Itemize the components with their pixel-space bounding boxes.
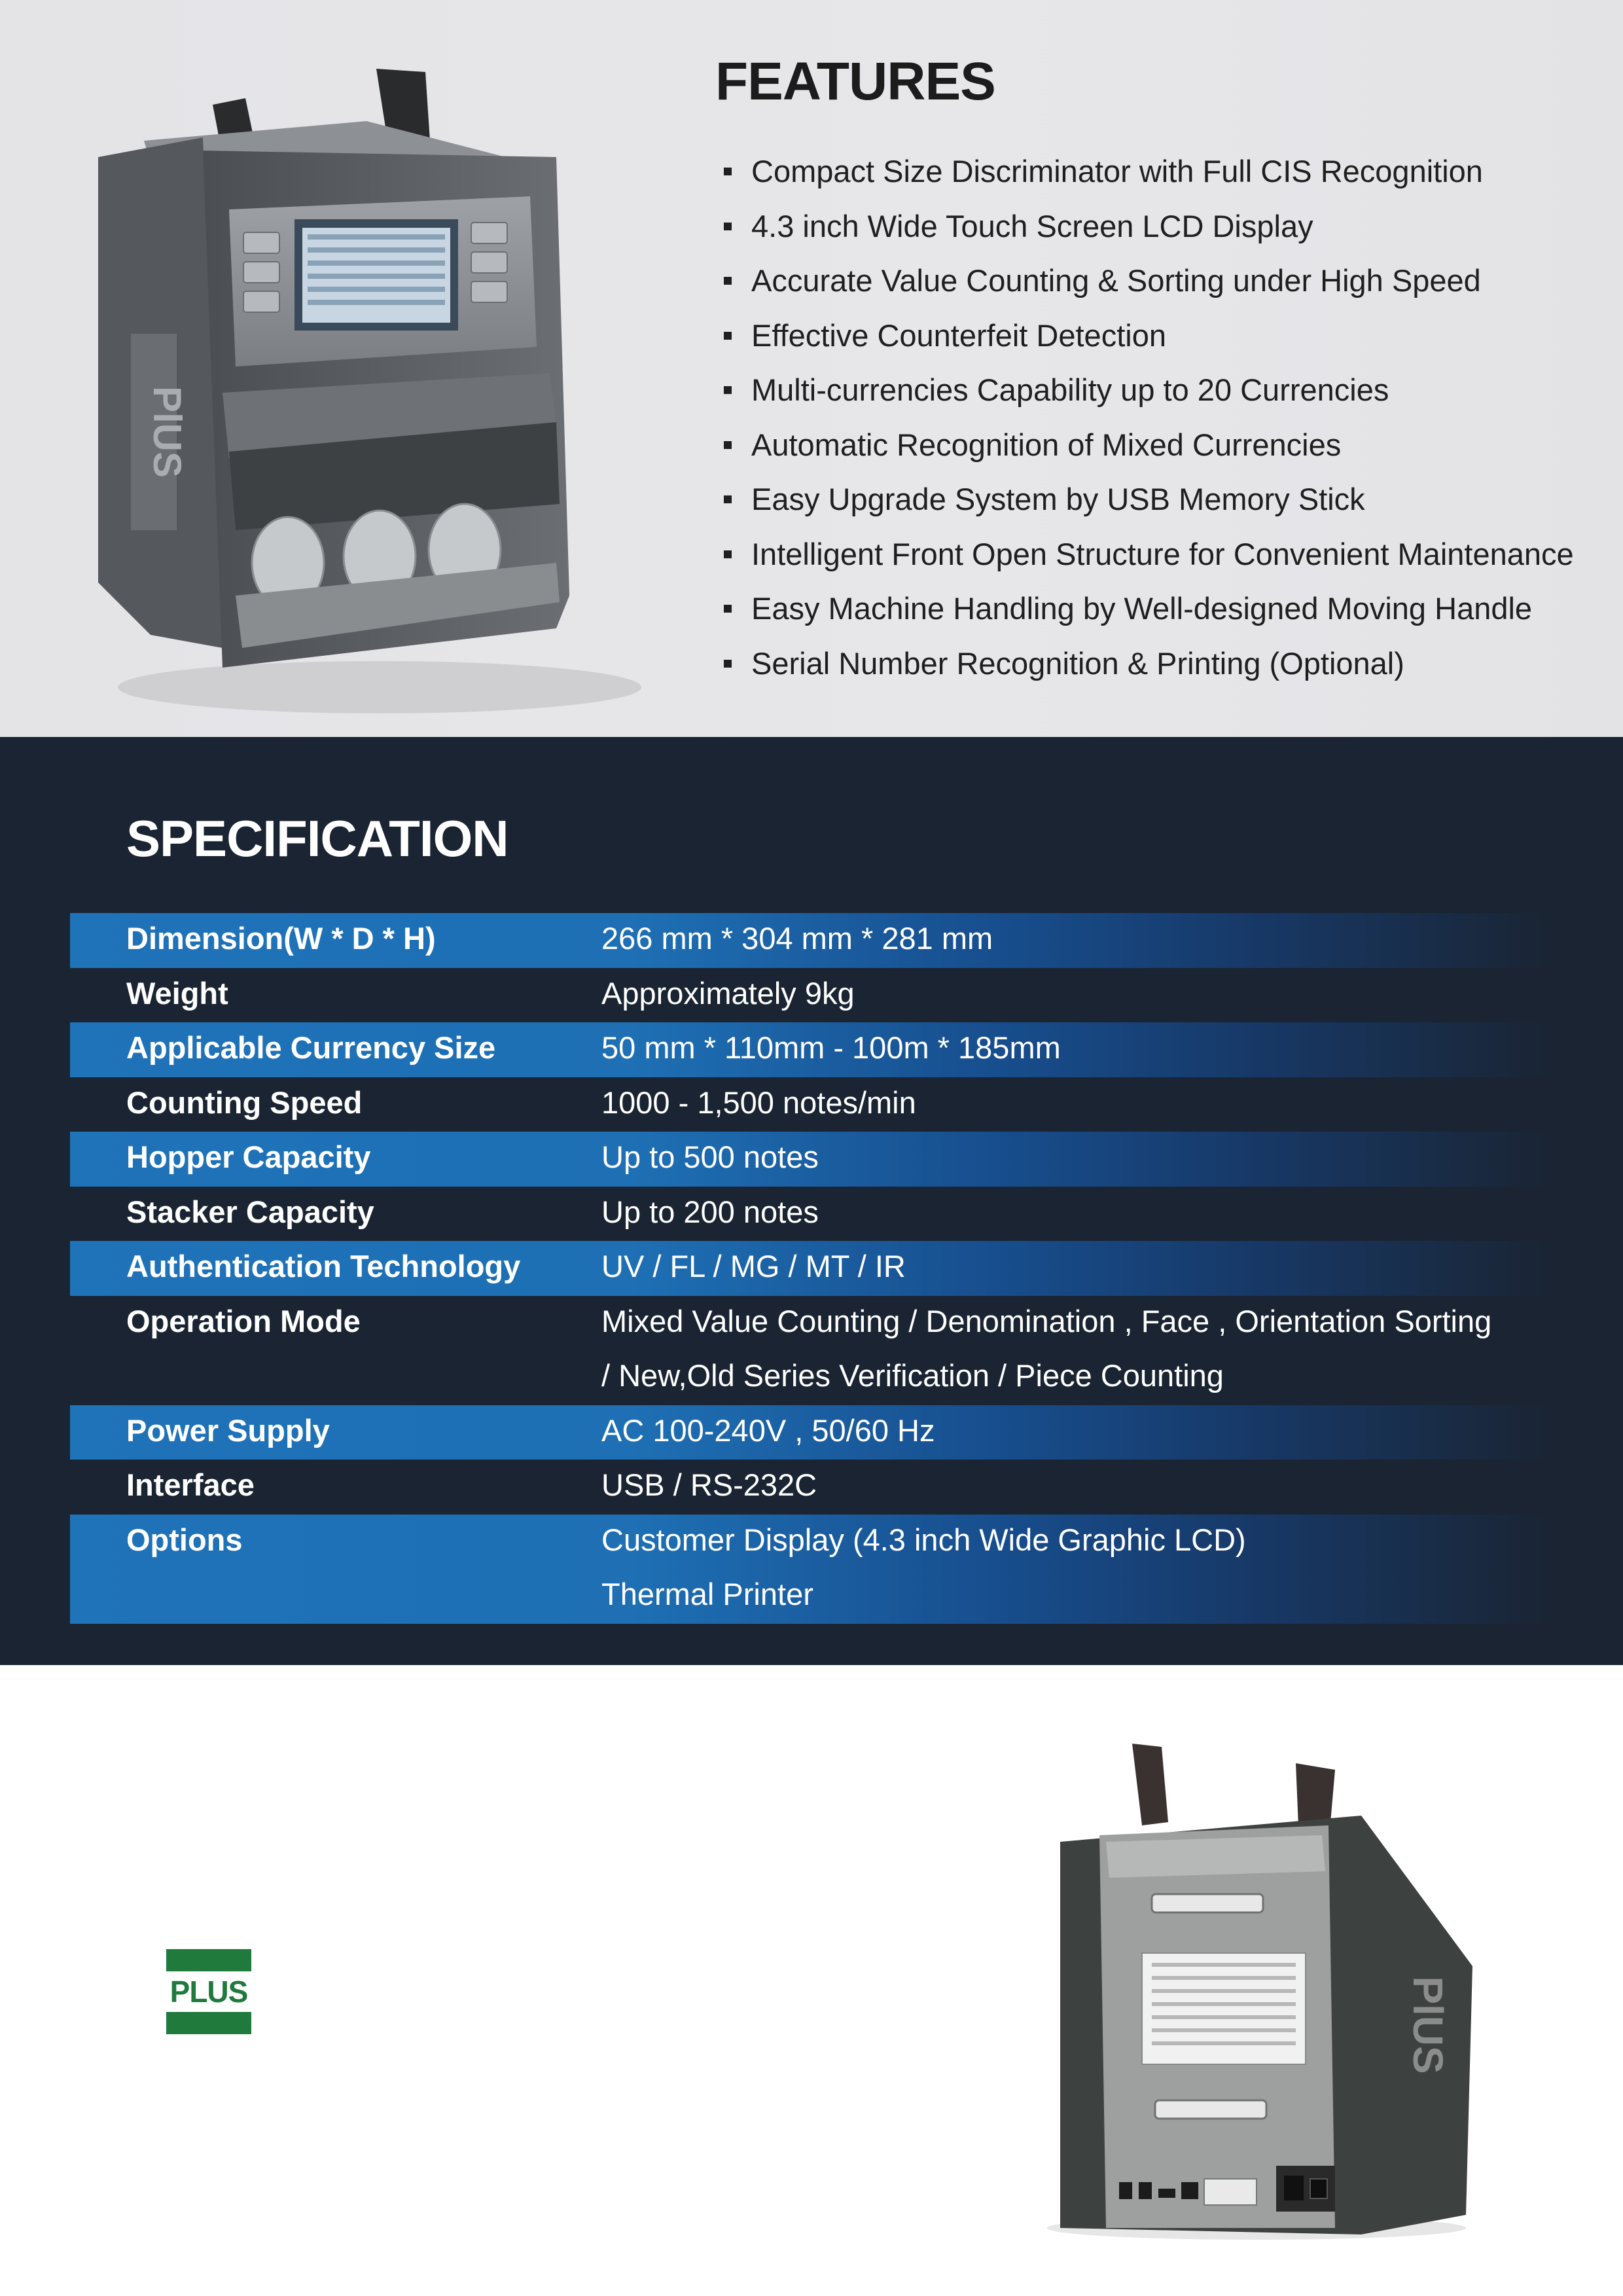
- spec-row-options: [70, 1515, 1558, 1624]
- logo-text: PLUS: [169, 1975, 248, 2009]
- spec-label: Weight: [126, 975, 228, 1011]
- plus-logo: [166, 1949, 251, 2034]
- spec-row-power-supply: [70, 1405, 1558, 1460]
- feature-item: Easy Upgrade System by USB Memory Stick: [720, 472, 1574, 527]
- spec-label: Hopper Capacity: [126, 1139, 371, 1174]
- bullet-icon: [724, 495, 732, 503]
- bullet-icon: [724, 332, 732, 340]
- spec-value: UV / FL / MG / MT / IR: [601, 1249, 906, 1283]
- spec-row-authentication: [70, 1241, 1558, 1296]
- spec-value: Up to 500 notes: [601, 1139, 819, 1174]
- spec-label: Power Supply: [126, 1412, 330, 1448]
- spec-row-dimension: [70, 913, 1558, 968]
- spec-label: Stacker Capacity: [126, 1194, 374, 1229]
- spec-value: 50 mm * 110mm - 100m * 185mm: [601, 1030, 1061, 1065]
- spec-label: Dimension(W * D * H): [126, 921, 436, 956]
- feature-item: 4.3 inch Wide Touch Screen LCD Display: [720, 199, 1574, 254]
- spec-row-currency-size: [70, 1022, 1558, 1077]
- feature-item: Automatic Recognition of Mixed Currencies: [720, 418, 1574, 473]
- spec-value: Thermal Printer: [601, 1577, 813, 1611]
- bullet-icon: [724, 550, 732, 558]
- feature-item: Easy Machine Handling by Well-designed Moving Handle: [720, 581, 1574, 636]
- spec-row-counting-speed: [70, 1077, 1558, 1132]
- spec-label: Authentication Technology: [126, 1249, 521, 1283]
- spec-label: Operation Mode: [126, 1303, 361, 1338]
- spec-row-hopper-capacity: [70, 1132, 1558, 1187]
- spec-label: Counting Speed: [126, 1085, 363, 1120]
- svg-text:PlUS: PlUS: [1404, 1976, 1452, 2074]
- features-section: [0, 0, 1623, 737]
- spec-value: 1000 - 1,500 notes/min: [601, 1085, 916, 1120]
- bullet-icon: [724, 168, 732, 175]
- spec-value: Approximately 9kg: [601, 975, 855, 1011]
- spec-value: USB / RS-232C: [601, 1467, 817, 1502]
- feature-item: Effective Counterfeit Detection: [720, 308, 1574, 363]
- bullet-icon: [724, 386, 732, 394]
- feature-item: Multi-currencies Capability up to 20 Currencies: [720, 363, 1574, 418]
- feature-item: Accurate Value Counting & Sorting under High Speed: [720, 253, 1574, 308]
- spec-value: 266 mm * 304 mm * 281 mm: [601, 921, 993, 956]
- features-list: [720, 144, 1574, 691]
- spec-value: / New,Old Series Verification / Piece Counting: [601, 1358, 1224, 1393]
- spec-row-interface: [70, 1460, 1558, 1515]
- bullet-icon: [724, 660, 732, 668]
- feature-item: Serial Number Recognition & Printing (Optional): [720, 636, 1574, 691]
- banknote-counter-front-image: [72, 59, 661, 720]
- spec-row-operation-mode: [70, 1296, 1558, 1405]
- specification-table: [70, 913, 1558, 1624]
- spec-row-weight: [70, 968, 1558, 1023]
- bullet-icon: [724, 277, 732, 285]
- features-title: FEATURES: [715, 52, 995, 111]
- bottom-section: [0, 1665, 1623, 2296]
- spec-value: Up to 200 notes: [601, 1194, 819, 1229]
- bullet-icon: [724, 441, 732, 449]
- specification-section: [0, 737, 1623, 1665]
- svg-text:PlUS: PlUS: [145, 386, 189, 478]
- spec-row-stacker-capacity: [70, 1187, 1558, 1242]
- banknote-counter-back-image: [1021, 1731, 1479, 2241]
- spec-value: AC 100-240V , 50/60 Hz: [601, 1412, 935, 1448]
- bullet-icon: [724, 605, 732, 613]
- spec-value: Mixed Value Counting / Denomination , Face , Orientation Sorting: [601, 1303, 1492, 1338]
- bullet-icon: [724, 223, 732, 230]
- feature-item: Intelligent Front Open Structure for Convenient Maintenance: [720, 527, 1574, 582]
- spec-label: Interface: [126, 1467, 255, 1502]
- feature-item: Compact Size Discriminator with Full CIS Recognition: [720, 144, 1574, 199]
- spec-label: Options: [126, 1522, 243, 1557]
- spec-label: Applicable Currency Size: [126, 1030, 496, 1065]
- specification-title: SPECIFICATION: [126, 810, 508, 867]
- spec-value: Customer Display (4.3 inch Wide Graphic LCD): [601, 1522, 1246, 1557]
